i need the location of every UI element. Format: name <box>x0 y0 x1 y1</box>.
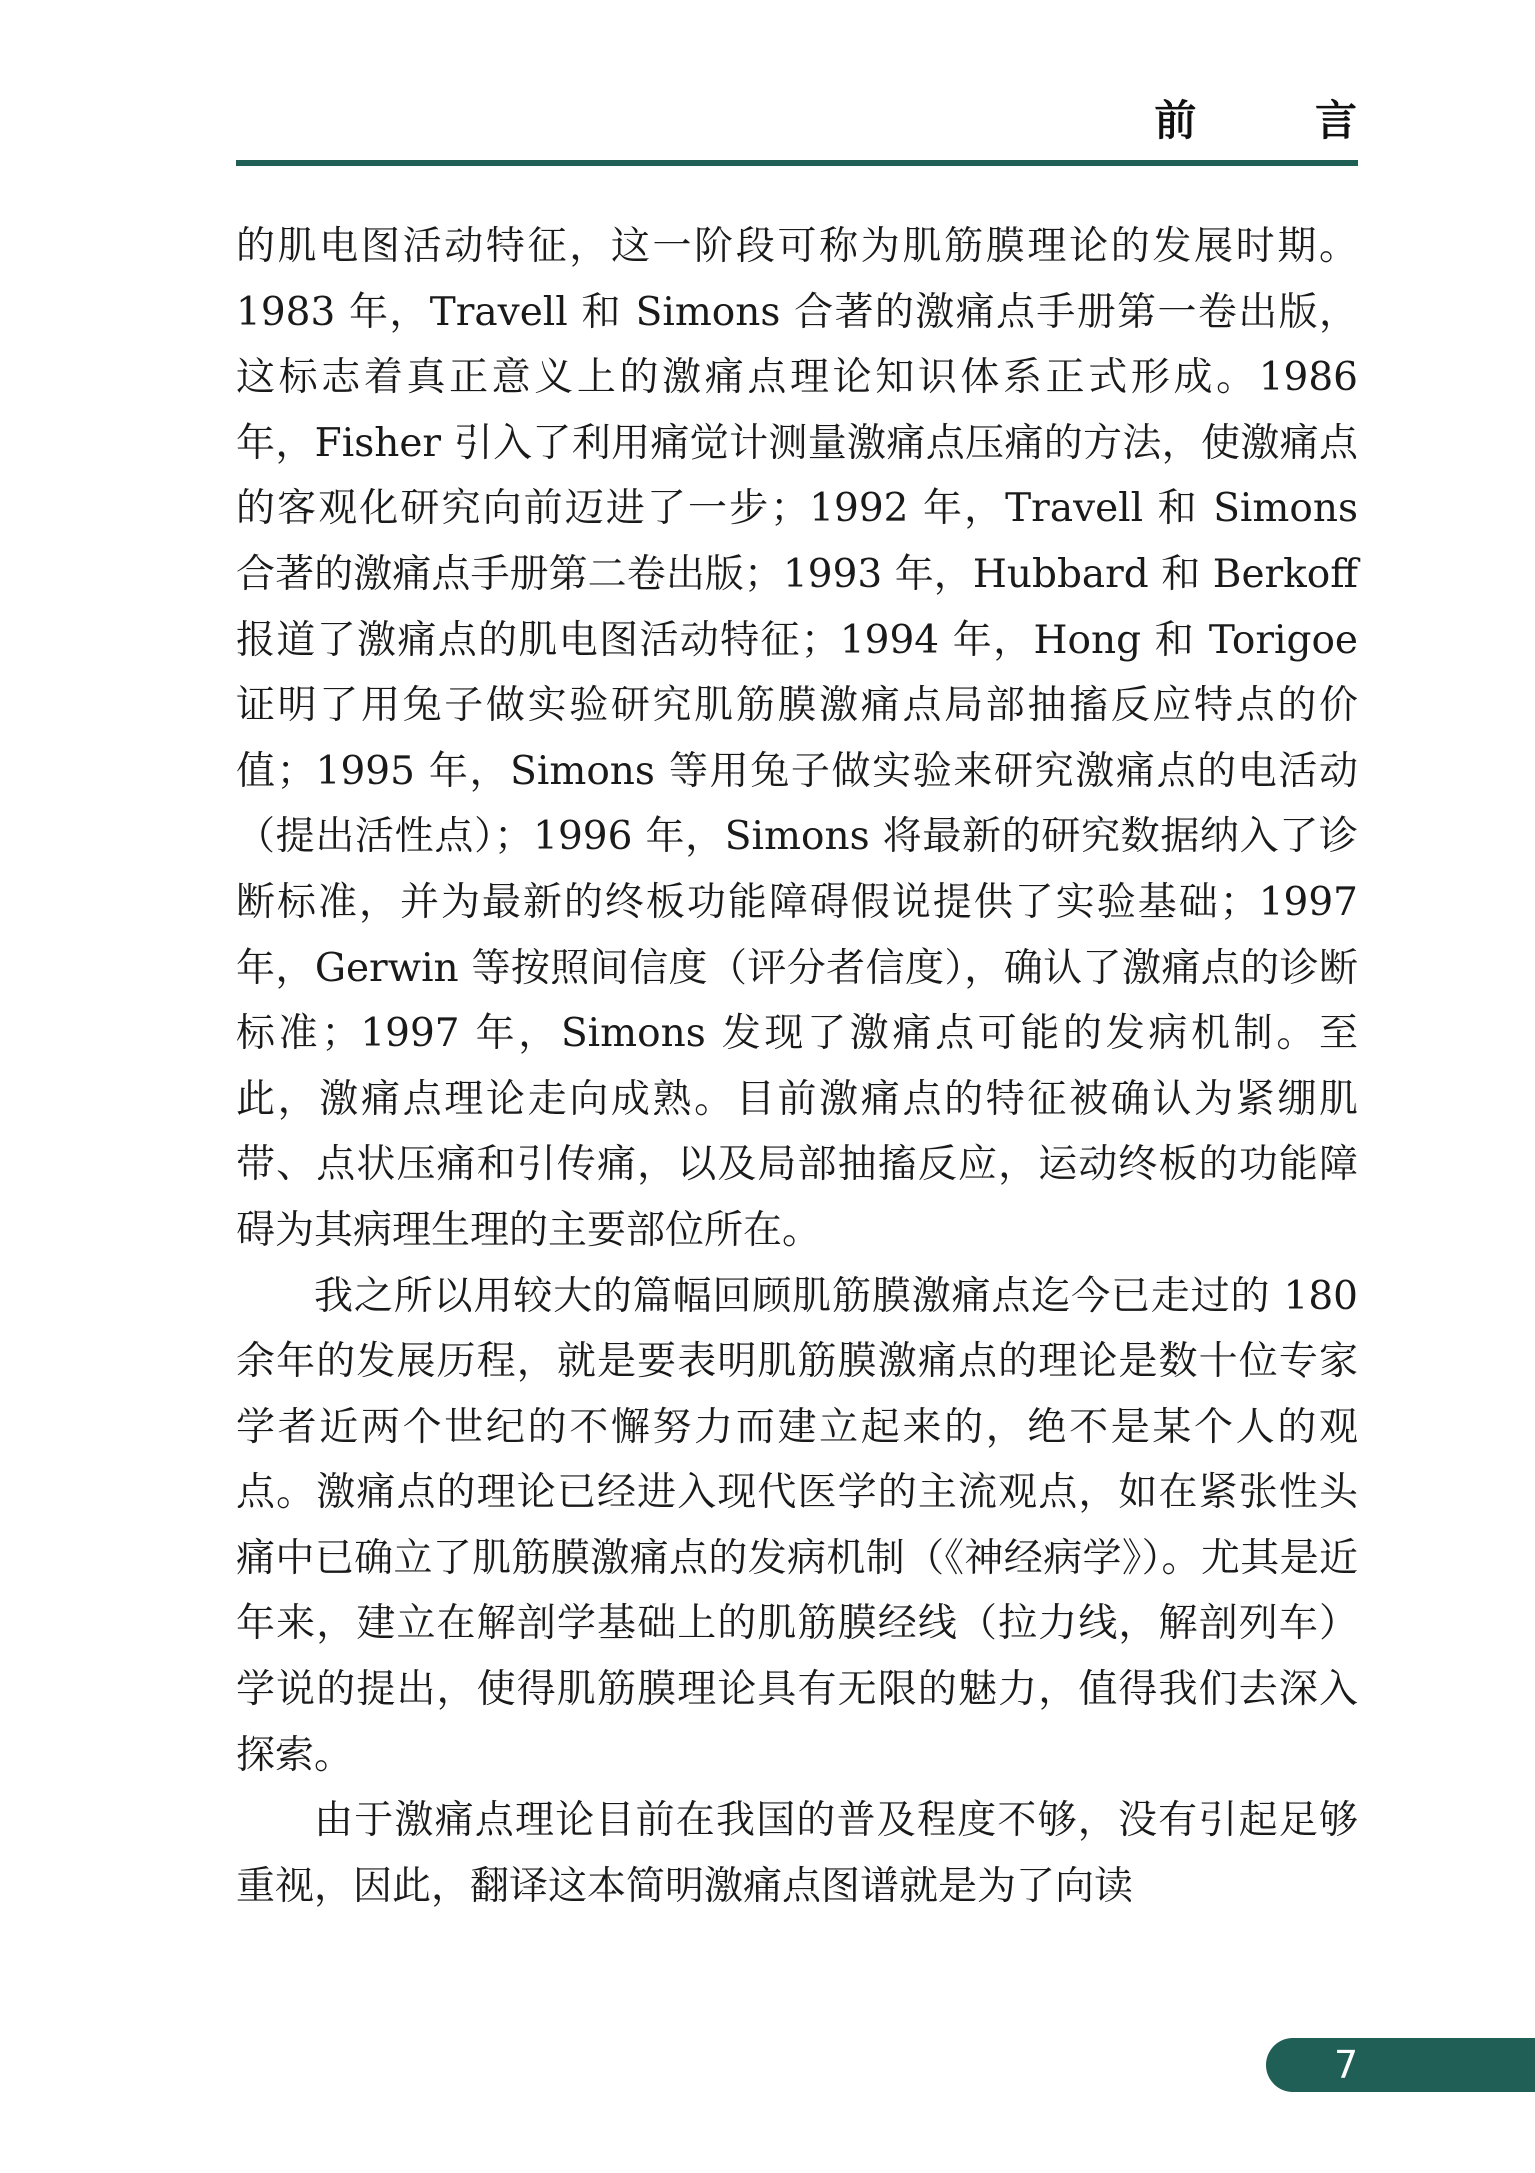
page-number-tab <box>1266 2038 1535 2092</box>
running-head: 前 言 <box>1154 96 1409 145</box>
paragraph: 我之所以用较大的篇幅回顾肌筋膜激痛点迄今已走过的 180 余年的发展历程，就是要表明肌筋膜激痛点的理论是数十位专家学者近两个世纪的不懈努力而建立起来的，绝不是某个人的观点。激痛点的理论已经进入现代医学的主流观点，如在紧张性头痛中已确立了肌筋膜激痛点的发病机制（《神经病学》）。尤其是近年来，建立在解剖学基础上的肌筋膜经线（拉力线，解剖列车）学说的提出，使得肌筋膜理论具有无限的魅力，值得我们去深入探索。 <box>236 1273 1358 1778</box>
header-rule <box>236 160 1358 166</box>
paragraph: 由于激痛点理论目前在我国的普及程度不够，没有引起足够重视，因此，翻译这本简明激痛点图谱就是为了向读 <box>236 1798 1358 1909</box>
body-text <box>236 214 1358 1919</box>
paragraph: 的肌电图活动特征，这一阶段可称为肌筋膜理论的发展时期。1983 年，Travell 和 Simons 合著的激痛点手册第一卷出版，这标志着真正意义上的激痛点理论知识体系正式形成。1986 年，Fisher 引入了利用痛觉计测量激痛点压痛的方法，使激痛点的客观化研究向前迈进了一步；1992 年，Travell 和 Simons 合著的激痛点手册第二卷出版；1993 年，Hubbard 和 Berkoff 报道了激痛点的肌电图活动特征；1994 年，Hong 和 Torigoe 证明了用兔子做实验研究肌筋膜激痛点局部抽搐反应特点的价值；1995 年，Simons 等用兔子做实验来研究激痛点的电活动（提出活性点）；1996 年，Simons 将最新的研究数据纳入了诊断标准，并为最新的终板功能障碍假说提供了实验基础；1997 年，Gerwin 等按照间信度（评分者信度），确认了激痛点的诊断标准；1997 年，Simons 发现了激痛点可能的发病机制。至此，激痛点理论走向成熟。目前激痛点的特征被确认为紧绷肌带、点状压痛和引传痛，以及局部抽搐反应，运动终板的功能障碍为其病理生理的主要部位所在。 <box>236 224 1358 1253</box>
page-number: 7 <box>1334 2043 1359 2087</box>
